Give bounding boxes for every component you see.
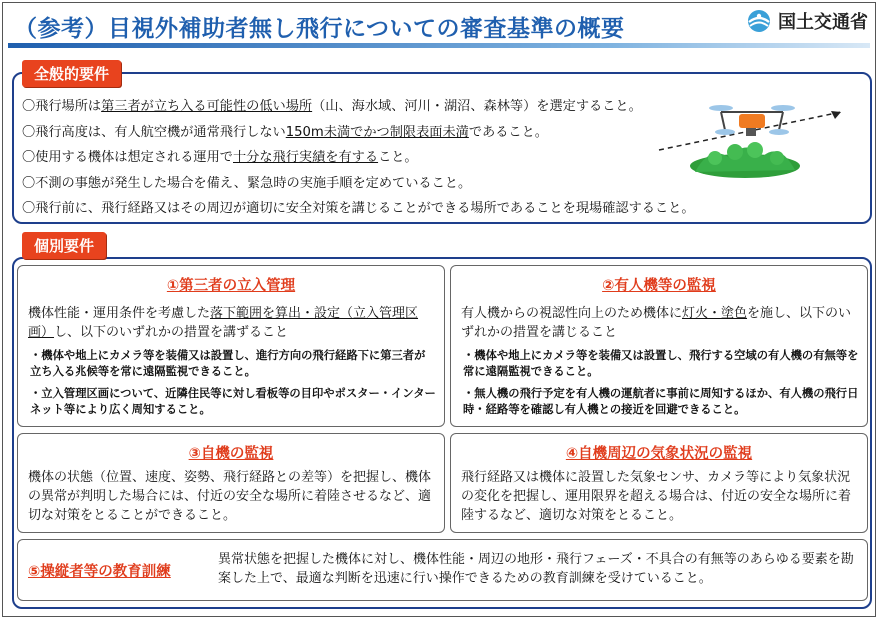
general-item-3-text: 〇使用する機体は想定される運用で xyxy=(22,150,233,165)
general-item-3 xyxy=(22,145,695,171)
card-2-body-tail: を施し、以下のいずれかの措置を講じること xyxy=(461,306,852,340)
card-1-body-tail: し、以下のいずれかの措置を講ずること xyxy=(54,325,289,340)
card-2-title: ②有人機等の監視 xyxy=(602,278,716,294)
requirement-card-third-party xyxy=(17,265,445,427)
general-item-3-emphasis: 十分な飛行実績を有する xyxy=(233,150,379,165)
general-item-1-text: 〇飛行場所は xyxy=(22,99,102,114)
card-2-body xyxy=(461,304,857,342)
ministry-name: 国土交通省 xyxy=(778,12,868,33)
ministry-logo xyxy=(746,8,868,34)
card-5-body: 異常状態を把握した機体に対し、機体性能・周辺の地形・飛行フェーズ・不具合の有無等のあらゆる要素を勘案した上で、最適な判断を迅速に行い操作できるための教育訓練を受けていること。 xyxy=(218,552,854,586)
card-2-body-emphasis: 灯火・塗色 xyxy=(682,306,748,321)
general-item-5 xyxy=(22,196,695,222)
page-title: （参考）目視外補助者無し飛行についての審査基準の概要 xyxy=(14,16,625,42)
general-item-2-text: 〇飛行高度は、有人航空機が通常飛行しない xyxy=(22,124,286,140)
general-item-2-emphasis: 150m未満でかつ制限表面未満 xyxy=(285,124,469,140)
requirement-card-manned-aircraft xyxy=(450,265,868,427)
card-3-body: 機体の状態（位置、速度、姿勢、飛行経路との差等）を把握し、機体の異常が判明した場合には、付近の安全な場所に着陸させるなど、適切な対策をとることができること。 xyxy=(28,470,432,523)
general-item-1-tail: （山、海水域、河川・湖沼、森林等）を選定すること。 xyxy=(312,99,642,114)
card-2-bullets xyxy=(463,348,859,424)
card-1-body xyxy=(28,304,434,342)
card-3-title-wrap xyxy=(18,442,444,463)
general-item-2-tail: であること。 xyxy=(468,124,548,140)
drone-over-forest-illustration xyxy=(655,92,845,182)
card-1-body-text: 機体性能・運用条件を考慮した xyxy=(28,306,211,321)
requirement-card-own-aircraft xyxy=(17,433,445,533)
card-5-title: ⑤操縦者等の教育訓練 xyxy=(28,564,171,580)
card-1-bullets xyxy=(30,348,436,424)
card-2-title-wrap xyxy=(451,274,867,295)
card-3-title: ③自機の監視 xyxy=(188,446,274,462)
requirement-card-training xyxy=(17,539,868,601)
title-underline xyxy=(8,43,870,48)
card-4-body: 飛行経路又は機体に設置した気象センサ、カメラ等により気象状況の変化を把握し、運用限界を超える場合は、付近の安全な場所に着陸するなど、適切な対策をとること。 xyxy=(461,470,852,523)
card-2-bullet-2: ・無人機の飛行予定を有人機の運航者に事前に周知するほか、有人機の飛行日時・経路等を確認し有人機との接近を回避できること。 xyxy=(463,387,859,416)
card-4-title: ④自機周辺の気象状況の監視 xyxy=(565,446,753,462)
general-item-4 xyxy=(22,171,695,197)
card-1-bullet-2: ・立入管理区画について、近隣住民等に対し看板等の目印やポスター・インターネット等により広く周知すること。 xyxy=(30,387,436,416)
general-item-1-emphasis: 第三者が立ち入る可能性の低い場所 xyxy=(101,99,313,114)
card-1-title-wrap xyxy=(18,274,444,295)
card-1-bullet-1: ・機体や地上にカメラ等を装備又は設置し、進行方向の飛行経路下に第三者が立ち入る兆候等を常に遠隔監視できること。 xyxy=(30,349,426,378)
general-item-2 xyxy=(22,120,695,146)
mlit-emblem-icon xyxy=(746,8,772,34)
general-item-5-text: 〇飛行前に、飛行経路又はその周辺が適切に安全対策を講じることができる場所であることを現場確認すること。 xyxy=(22,201,695,216)
general-requirements-list xyxy=(22,94,695,222)
general-item-3-tail: こと。 xyxy=(378,150,418,165)
card-1-title: ①第三者の立入管理 xyxy=(166,278,296,294)
requirement-card-weather xyxy=(450,433,868,533)
card-1-body-emphasis: 落下範囲を算出・設定（立入管理区画） xyxy=(28,306,419,340)
individual-requirements-tag: 個別要件 xyxy=(22,232,106,259)
card-2-bullet-1: ・機体や地上にカメラ等を装備又は設置し、飛行する空域の有人機の有無等を常に遠隔監視できること。 xyxy=(463,349,859,378)
card-2-body-text: 有人機からの視認性向上のため機体に xyxy=(461,306,683,321)
general-requirements-tag: 全般的要件 xyxy=(22,60,121,87)
general-item-4-text: 〇不測の事態が発生した場合を備え、緊急時の実施手順を定めていること。 xyxy=(22,175,472,191)
general-item-1 xyxy=(22,94,695,120)
card-4-title-wrap xyxy=(451,442,867,463)
